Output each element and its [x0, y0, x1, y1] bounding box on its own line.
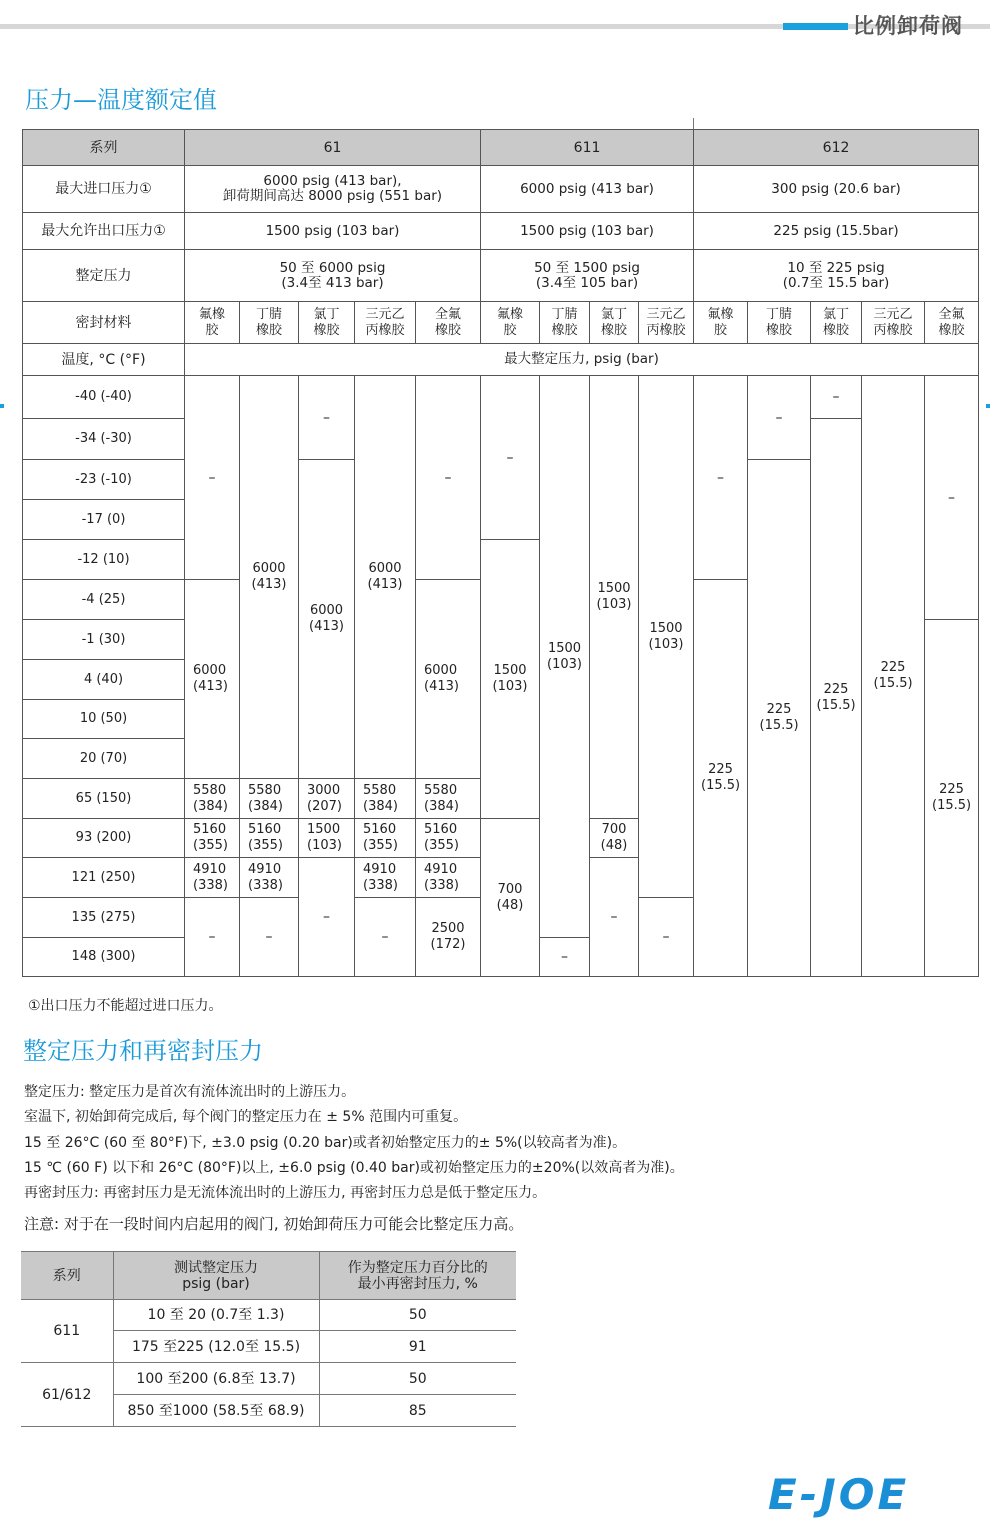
header-test-pressure: 测试整定压力 psig (bar): [113, 1252, 319, 1300]
rating-cell: –: [185, 376, 240, 580]
rating-cell: 6000 (413): [299, 460, 355, 779]
temp-cell: 121 (250): [23, 858, 185, 898]
header-min-reseal: 作为整定压力百分比的 最小再密封压力, %: [319, 1252, 516, 1300]
set-pressure-label: 整定压力: [23, 250, 185, 302]
temp-cell: -34 (-30): [23, 419, 185, 460]
reseal-row: [21, 1300, 516, 1331]
rating-cell: –: [590, 858, 639, 977]
rating-cell: –: [240, 898, 299, 977]
seal-fkm: 氟橡 胶: [481, 302, 540, 344]
seal-nbr: 丁腈 橡胶: [240, 302, 299, 344]
paragraph-line: 整定压力: 整定压力是首次有流体流出时的上游压力。: [24, 1084, 356, 1100]
series-cell: 61/612: [21, 1363, 113, 1427]
seal-nbr: 丁腈 橡胶: [748, 302, 811, 344]
temp-cell: 135 (275): [23, 898, 185, 938]
rating-cell: –: [416, 376, 481, 580]
pct-cell: 50: [319, 1363, 516, 1395]
pct-cell: 50: [319, 1300, 516, 1331]
outlet-612: 225 psig (15.5bar): [694, 213, 979, 250]
header-accent-bar: [783, 23, 848, 30]
series-612: 612: [694, 130, 979, 166]
seal-epdm: 三元乙 丙橡胶: [862, 302, 925, 344]
rating-cell: 700 (48): [590, 819, 639, 858]
seal-material-row: [23, 302, 979, 344]
range-cell: 10 至 20 (0.7至 1.3): [113, 1300, 319, 1331]
rating-cell: 1500 (103): [540, 376, 590, 938]
outlet-611: 1500 psig (103 bar): [481, 213, 694, 250]
footnote: ①出口压力不能超过进口压力。: [28, 998, 223, 1014]
outlet-61: 1500 psig (103 bar): [185, 213, 481, 250]
seal-ffkm: 全氟 橡胶: [925, 302, 979, 344]
temp-cell: 65 (150): [23, 779, 185, 819]
rating-cell: –: [299, 858, 355, 977]
column-tick: [693, 118, 694, 129]
section-title-set-reseal: 整定压力和再密封压力: [23, 1037, 263, 1065]
temp-cell: -17 (0): [23, 500, 185, 540]
seal-ffkm: 全氟 橡胶: [416, 302, 481, 344]
rating-cell: 1500 (103): [299, 819, 355, 858]
reseal-pressure-table: [21, 1251, 516, 1427]
header-series: 系列: [21, 1252, 113, 1300]
pct-cell: 91: [319, 1331, 516, 1363]
rating-cell: 5160 (355): [416, 819, 481, 858]
rating-cell: 225 (15.5): [925, 620, 979, 977]
rating-cell: 1500 (103): [590, 376, 639, 819]
rating-cell: 5580 (384): [416, 779, 481, 819]
rating-cell: 225 (15.5): [748, 460, 811, 977]
series-row: [23, 130, 979, 166]
rating-cell: –: [481, 376, 540, 540]
set-pressure-row: [23, 250, 979, 302]
temperature-label: 温度, °C (°F): [23, 344, 185, 376]
seal-cr: 氯丁 橡胶: [299, 302, 355, 344]
rating-cell: 5580 (384): [355, 779, 416, 819]
seal-fkm: 氟橡 胶: [694, 302, 748, 344]
rating-cell: 5160 (355): [185, 819, 240, 858]
temp-cell: 148 (300): [23, 938, 185, 977]
rating-cell: 225 (15.5): [862, 376, 925, 977]
seal-material-label: 密封材料: [23, 302, 185, 344]
pressure-temperature-table: [22, 129, 979, 977]
seal-fkm: 氟橡 胶: [185, 302, 240, 344]
temp-cell: -1 (30): [23, 620, 185, 660]
rating-cell: –: [748, 376, 811, 460]
temp-cell: -4 (25): [23, 580, 185, 620]
rating-cell: –: [355, 898, 416, 977]
inlet-label: 最大进口压力①: [23, 166, 185, 213]
section-title-pressure-temperature: 压力—温度额定值: [25, 86, 217, 114]
edge-marker-right: [986, 404, 990, 408]
max-set-pressure-label: 最大整定压力, psig (bar): [185, 344, 979, 376]
temp-cell: 93 (200): [23, 819, 185, 858]
paragraph-line: 再密封压力: 再密封压力是无流体流出时的上游压力, 再密封压力总是低于整定压力。: [24, 1185, 547, 1201]
rating-cell: 4910 (338): [355, 858, 416, 898]
rating-cell: –: [925, 376, 979, 620]
header-title: 比例卸荷阀: [853, 14, 963, 38]
series-61: 61: [185, 130, 481, 166]
set-61: 50 至 6000 psig (3.4至 413 bar): [185, 250, 481, 302]
rating-cell: 6000 (413): [355, 376, 416, 779]
rating-cell: –: [185, 898, 240, 977]
seal-epdm: 三元乙 丙橡胶: [639, 302, 694, 344]
rating-cell: 4910 (338): [240, 858, 299, 898]
rating-cell: 1500 (103): [639, 376, 694, 898]
seal-cr: 氯丁 橡胶: [811, 302, 862, 344]
reseal-row: [21, 1363, 516, 1395]
rating-cell: 3000 (207): [299, 779, 355, 819]
rating-cell: –: [811, 376, 862, 419]
pct-cell: 85: [319, 1395, 516, 1427]
rating-cell: 2500 (172): [416, 898, 481, 977]
rating-cell: 700 (48): [481, 819, 540, 977]
outlet-row: [23, 213, 979, 250]
rating-cell: 225 (15.5): [811, 419, 862, 977]
rating-cell: 6000 (413): [240, 376, 299, 779]
seal-epdm: 三元乙 丙橡胶: [355, 302, 416, 344]
temp-cell: 10 (50): [23, 700, 185, 739]
rating-cell: –: [639, 898, 694, 977]
series-cell: 611: [21, 1300, 113, 1363]
range-cell: 850 至1000 (58.5至 68.9): [113, 1395, 319, 1427]
brand-logo: E-JOE: [768, 1470, 910, 1519]
attention-note: 注意: 对于在一段时间内启起用的阀门, 初始卸荷压力可能会比整定压力高。: [24, 1215, 524, 1233]
rating-cell: 5580 (384): [240, 779, 299, 819]
inlet-611: 6000 psig (413 bar): [481, 166, 694, 213]
paragraph-line: 室温下, 初始卸荷完成后, 每个阀门的整定压力在 ± 5% 范围内可重复。: [24, 1109, 468, 1125]
seal-cr: 氯丁 橡胶: [590, 302, 639, 344]
rating-cell: 4910 (338): [185, 858, 240, 898]
temp-cell: -23 (-10): [23, 460, 185, 500]
rating-cell: –: [694, 376, 748, 580]
rating-cell: 6000 (413): [416, 580, 481, 779]
rating-cell: 225 (15.5): [694, 580, 748, 977]
edge-marker-left: [0, 404, 4, 408]
seal-nbr: 丁腈 橡胶: [540, 302, 590, 344]
set-612: 10 至 225 psig (0.7至 15.5 bar): [694, 250, 979, 302]
temp-cell: 20 (70): [23, 739, 185, 779]
rating-cell: 1500 (103): [481, 540, 540, 819]
rating-cell: –: [540, 938, 590, 977]
rating-cell: –: [299, 376, 355, 460]
range-cell: 175 至225 (12.0至 15.5): [113, 1331, 319, 1363]
inlet-61: 6000 psig (413 bar), 卸荷期间高达 8000 psig (551 bar): [185, 166, 481, 213]
rating-cell: 5160 (355): [240, 819, 299, 858]
temp-cell: -40 (-40): [23, 376, 185, 419]
rating-cell: 5160 (355): [355, 819, 416, 858]
paragraph-line: 15 ℃ (60 F) 以下和 26°C (80°F)以上, ±6.0 psig (0.40 bar)或初始整定压力的±20%(以效高者为准)。: [24, 1160, 684, 1176]
set-611: 50 至 1500 psig (3.4至 105 bar): [481, 250, 694, 302]
outlet-label: 最大允许出口压力①: [23, 213, 185, 250]
inlet-row: [23, 166, 979, 213]
series-611: 611: [481, 130, 694, 166]
temp-cell: -12 (10): [23, 540, 185, 580]
inlet-612: 300 psig (20.6 bar): [694, 166, 979, 213]
rating-cell: 4910 (338): [416, 858, 481, 898]
rating-cell: 6000 (413): [185, 580, 240, 779]
series-label: 系列: [23, 130, 185, 166]
rating-cell: 5580 (384): [185, 779, 240, 819]
temp-cell: 4 (40): [23, 660, 185, 700]
temperature-header-row: [23, 344, 979, 376]
reseal-header-row: [21, 1252, 516, 1300]
range-cell: 100 至200 (6.8至 13.7): [113, 1363, 319, 1395]
temp-row: [23, 376, 979, 419]
paragraph-line: 15 至 26°C (60 至 80°F)下, ±3.0 psig (0.20 bar)或者初始整定压力的± 5%(以较高者为准)。: [24, 1135, 627, 1151]
